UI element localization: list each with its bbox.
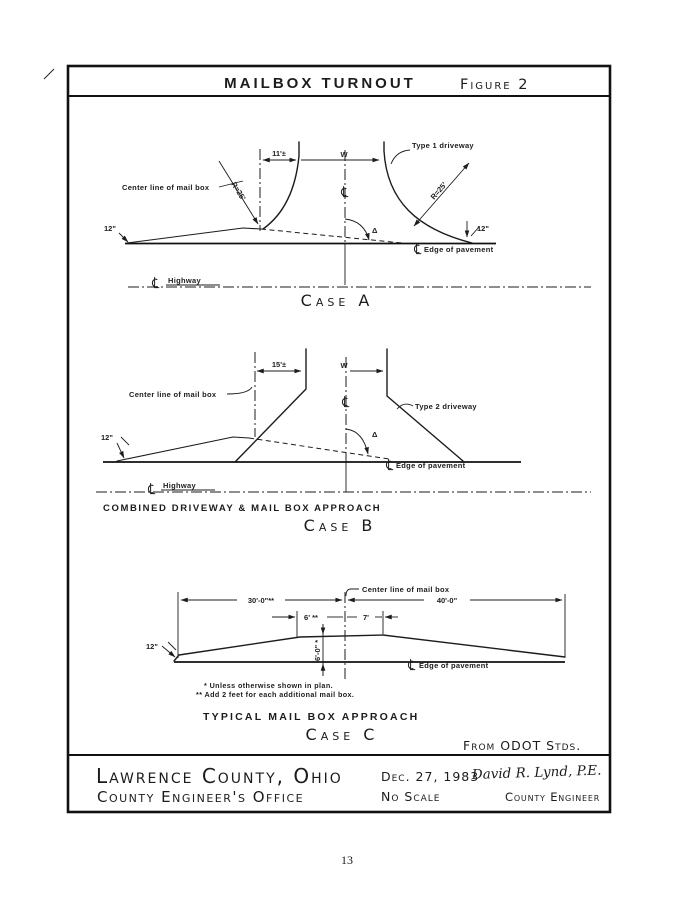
pavement-edge-label: Edge of pavement xyxy=(396,461,466,470)
angle-label: Δ xyxy=(372,226,378,235)
case-b-drawing xyxy=(96,349,591,535)
radius-label-left: R=25' xyxy=(229,180,248,202)
case-c-drawing xyxy=(146,585,581,753)
edge-drop-left-leader xyxy=(117,443,124,458)
angle-label: Δ xyxy=(372,430,378,439)
angle-arc xyxy=(346,429,368,454)
mailbox-centerline-label: Center line of mail box xyxy=(122,183,210,192)
source-note: From ODOT Stds. xyxy=(463,738,582,753)
height-dimension: 6'-0" * xyxy=(313,639,322,661)
office-name: County Engineer's Office xyxy=(97,788,305,806)
centerline-symbol-icon xyxy=(414,244,420,254)
footnote-2: ** Add 2 feet for each additional mail box. xyxy=(196,690,355,699)
driveway-type-label: Type 2 driveway xyxy=(415,402,477,411)
taper-line xyxy=(127,228,261,243)
width-label: W xyxy=(340,150,348,159)
footnote-1: * Unless otherwise shown in plan. xyxy=(204,681,334,690)
mailbox-centerline-leader xyxy=(227,387,252,394)
driveway-leader-line xyxy=(397,404,413,409)
highway-label: Highway xyxy=(163,481,196,490)
pavement-edge-label: Edge of pavement xyxy=(419,661,489,670)
plateau-dimension-right: 7' xyxy=(363,613,369,622)
drawing-frame xyxy=(68,66,610,812)
edge-drop-left-leader xyxy=(119,233,128,242)
offset-dimension: 11'± xyxy=(272,149,286,158)
width-label: W xyxy=(340,361,348,370)
mailbox-centerline-label: Center line of mail box xyxy=(129,390,217,399)
driveway-edge-right xyxy=(384,142,472,243)
centerline-symbol-icon xyxy=(152,278,158,288)
taper-line-dashed xyxy=(249,438,389,459)
centerline-symbol-icon xyxy=(386,460,392,470)
mailbox-centerline-label: Center line of mail box xyxy=(362,585,450,594)
case-c-caption: Case C xyxy=(305,725,379,744)
edge-drop-left-label: 12" xyxy=(101,433,113,442)
highway-label: Highway xyxy=(168,276,201,285)
driveway-type-label: Type 1 driveway xyxy=(412,141,474,150)
plateau-dimension-left: 6' ** xyxy=(304,613,318,622)
offset-dimension: 15'± xyxy=(271,360,287,369)
taper-line xyxy=(117,437,249,461)
driveway-leader-line xyxy=(391,150,410,164)
case-a-caption: Case A xyxy=(300,291,374,310)
drawing-date: Dec. 27, 1983 xyxy=(381,769,480,784)
dimension-left: 30'-0"** xyxy=(247,596,275,605)
edge-drop-left-label: 12" xyxy=(104,224,116,233)
edge-drop-left-tick xyxy=(168,642,176,650)
edge-drop-right-label: 12" xyxy=(477,224,489,233)
centerline-symbol-icon xyxy=(408,660,414,670)
organization-name: Lawrence County, Ohio xyxy=(96,764,343,788)
radius-label-right: R=25' xyxy=(428,180,449,202)
pavement-edge-label: Edge of pavement xyxy=(424,245,494,254)
page-number: 13 xyxy=(341,853,353,867)
edge-drop-left-label: 12" xyxy=(146,642,158,651)
drawing-scale: No Scale xyxy=(381,789,441,804)
case-c-subtitle: TYPICAL MAIL BOX APPROACH xyxy=(203,711,420,723)
case-b-subtitle: COMBINED DRIVEWAY & MAIL BOX APPROACH xyxy=(103,503,382,514)
figure-label: Figure 2 xyxy=(460,77,530,93)
angle-arc xyxy=(345,219,369,240)
mailbox-centerline-leader xyxy=(346,589,359,596)
scan-artifact xyxy=(44,69,54,79)
edge-drop-left-tick xyxy=(121,437,129,445)
radius-dimension-line-right xyxy=(414,163,469,226)
case-a-drawing xyxy=(104,141,591,310)
title-block xyxy=(96,762,602,806)
case-b-caption: Case B xyxy=(303,516,377,535)
approach-taper-outline xyxy=(174,635,565,661)
engineer-signature: David R. Lynd, P.E. xyxy=(471,762,602,783)
signer-title: County Engineer xyxy=(505,790,601,804)
page-title: MAILBOX TURNOUT xyxy=(224,75,416,92)
dimension-right: 40'-0" xyxy=(436,596,458,605)
taper-line-dashed xyxy=(261,229,402,243)
